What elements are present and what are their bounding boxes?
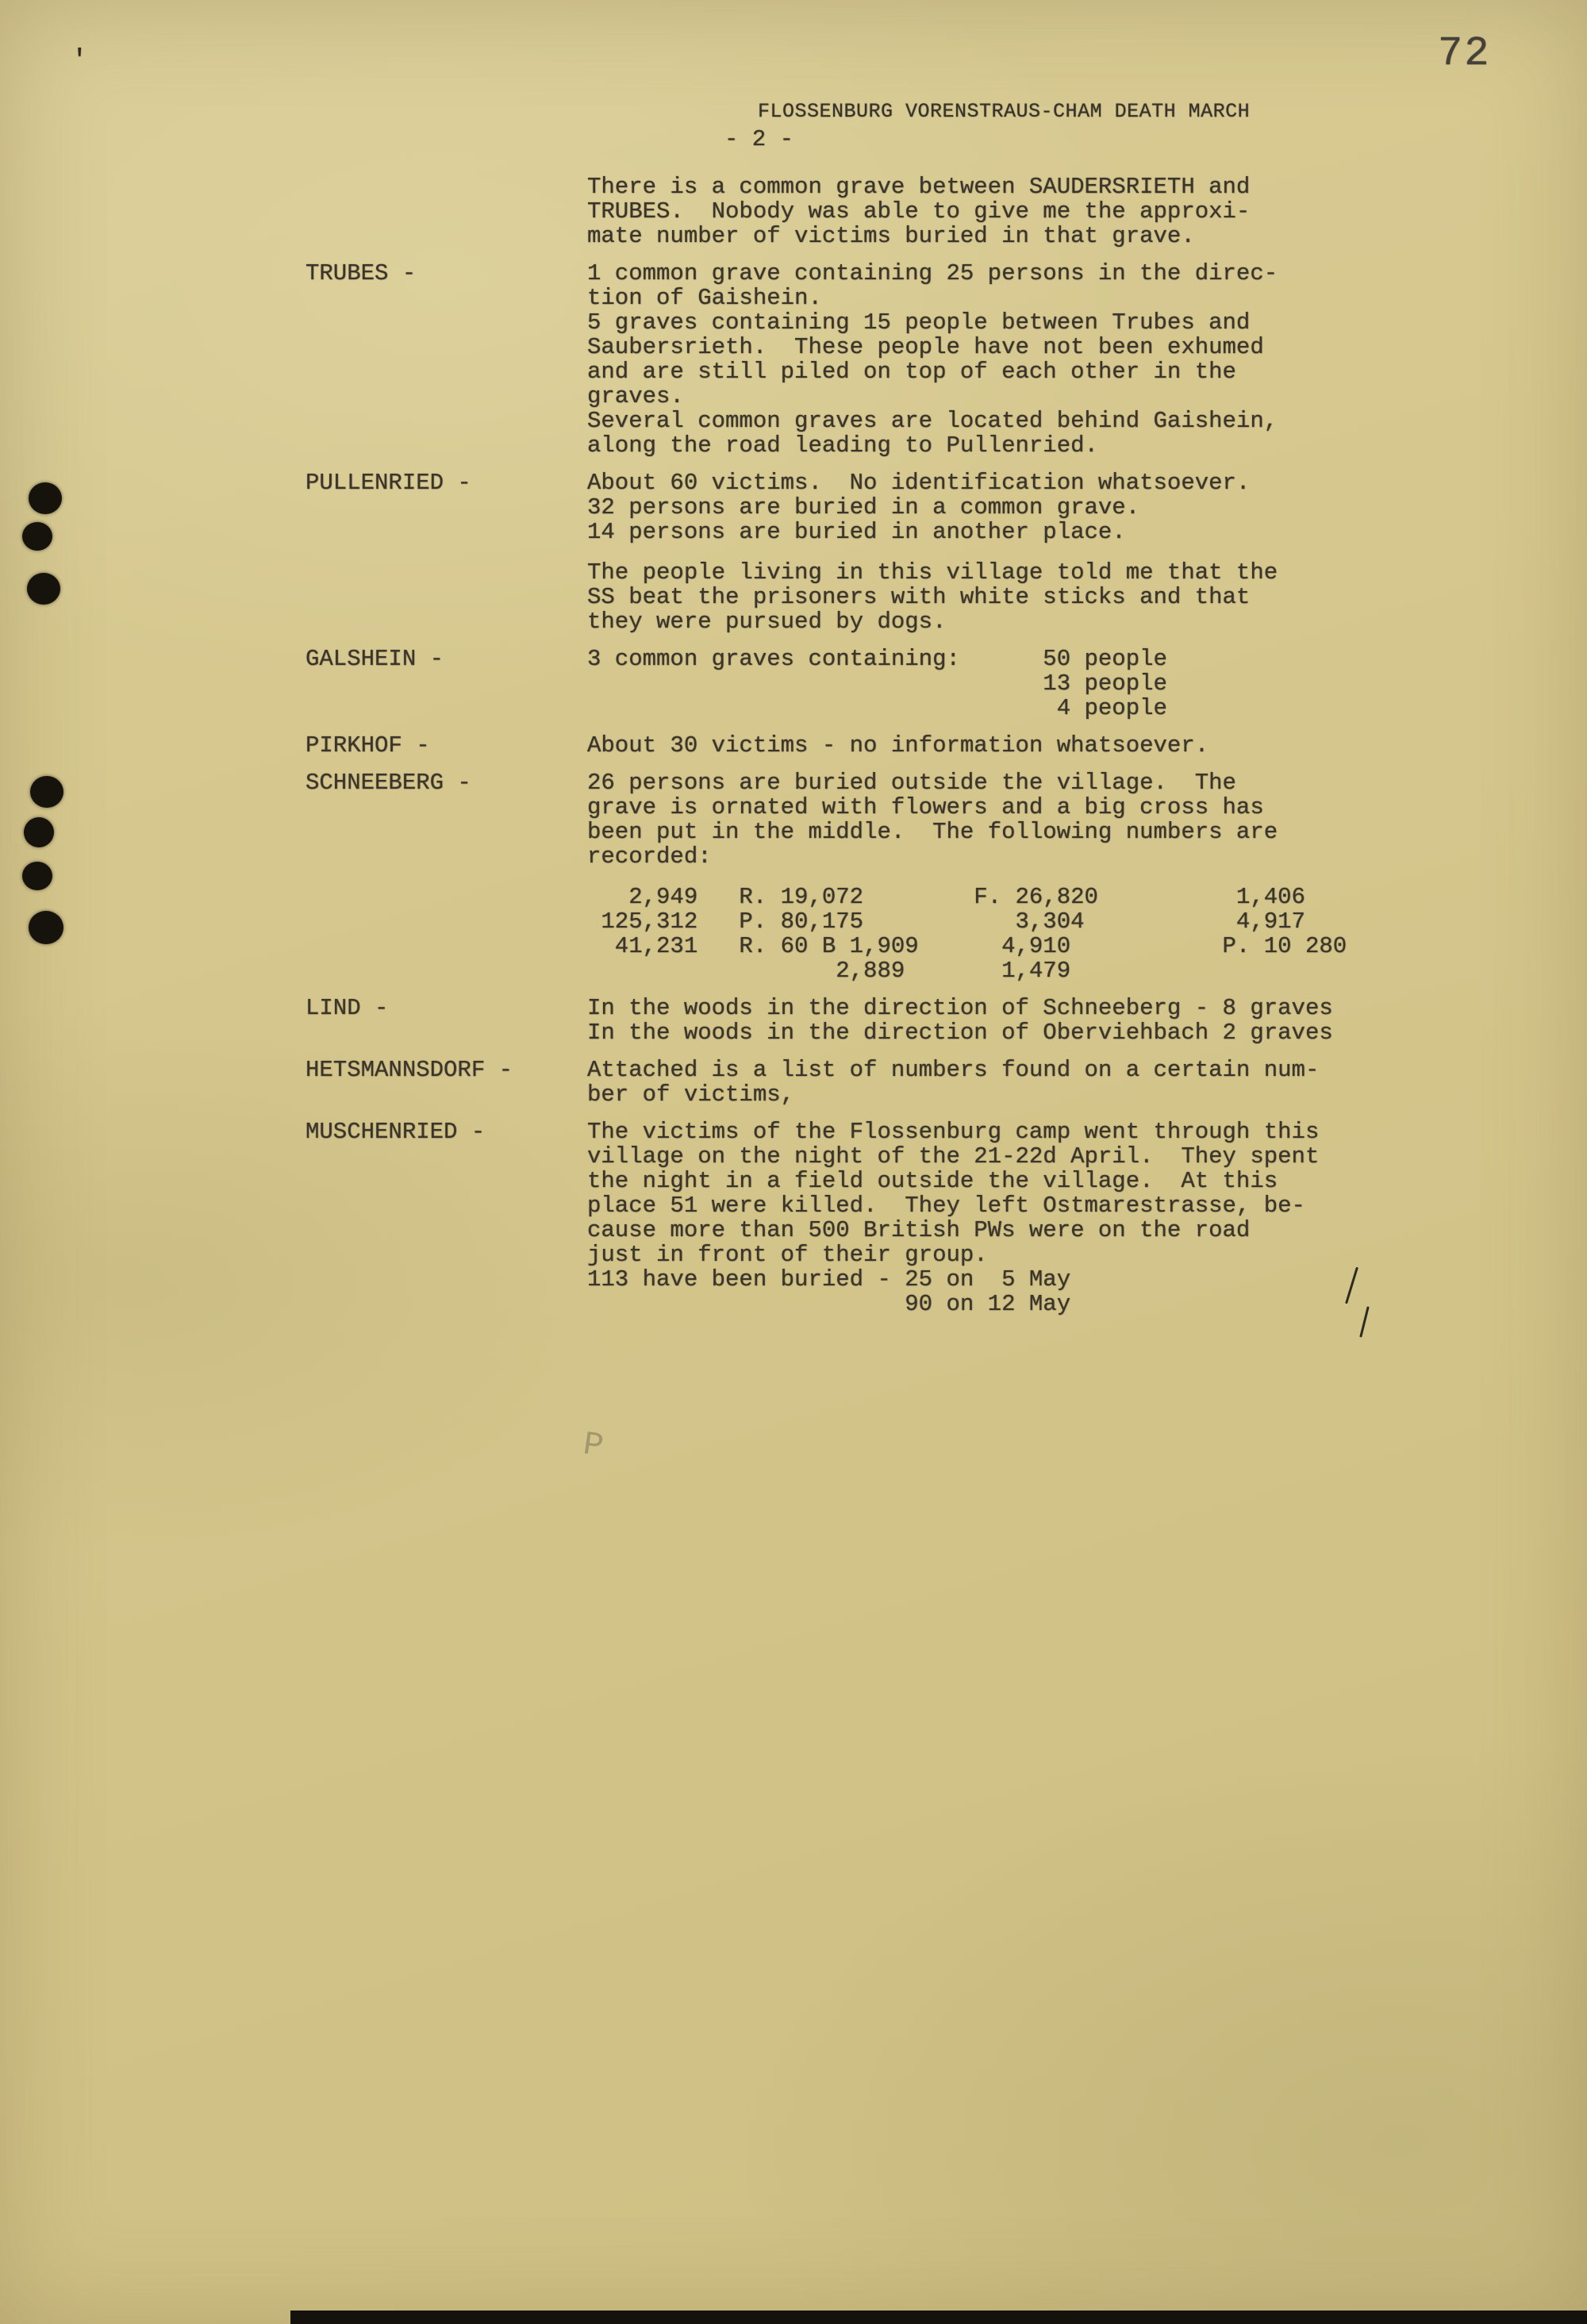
entry-body bbox=[587, 261, 1416, 458]
text-line: TRUBES. Nobody was able to give me the approxi- bbox=[587, 198, 1251, 225]
entry-label: SCHNEEBERG - bbox=[305, 770, 471, 796]
paragraph bbox=[587, 261, 1416, 458]
hole-punch-mark bbox=[22, 862, 52, 890]
paragraph bbox=[587, 647, 1416, 720]
hole-punch-mark bbox=[24, 817, 54, 847]
paragraph bbox=[587, 175, 1416, 248]
paragraph bbox=[587, 885, 1416, 983]
entry-body bbox=[587, 471, 1416, 634]
text-line: The people living in this village told me that the bbox=[587, 559, 1278, 586]
hole-punch-mark bbox=[22, 522, 52, 551]
document-header bbox=[724, 100, 1250, 152]
entry bbox=[305, 733, 1416, 758]
entry-body bbox=[587, 770, 1416, 983]
text-line: village on the night of the 21-22d April. They spent bbox=[587, 1143, 1320, 1170]
entry-body bbox=[587, 996, 1416, 1045]
entry bbox=[305, 996, 1416, 1045]
text-line: About 60 victims. No identification whatsoever. bbox=[587, 470, 1251, 496]
text-line: In the woods in the direction of Schneeberg - 8 graves bbox=[587, 995, 1333, 1021]
text-line: they were pursued by dogs. bbox=[587, 609, 947, 635]
paragraph bbox=[587, 1058, 1416, 1107]
page-marker: - 2 - bbox=[724, 126, 794, 152]
text-line: mate number of victims buried in that grave. bbox=[587, 223, 1195, 249]
scan-edge-bar bbox=[290, 2311, 1587, 2324]
text-line: SS beat the prisoners with white sticks and that bbox=[587, 584, 1251, 610]
text-line: 41,231 R. 60 B 1,909 4,910 P. 10 280 bbox=[587, 933, 1347, 959]
hole-punch-mark bbox=[27, 573, 60, 605]
entry-body bbox=[587, 733, 1416, 758]
entry bbox=[305, 770, 1416, 983]
paragraph bbox=[587, 733, 1416, 758]
entry-body bbox=[587, 1058, 1416, 1107]
page-number: 72 bbox=[1438, 30, 1491, 77]
text-line: Several common graves are located behind Gaishein, bbox=[587, 408, 1278, 434]
hole-punch-mark bbox=[29, 482, 62, 514]
text-line: place 51 were killed. They left Ostmarestrasse, be- bbox=[587, 1193, 1305, 1219]
text-line: grave is ornated with flowers and a big cross has bbox=[587, 794, 1264, 820]
entry-label: MUSCHENRIED - bbox=[305, 1119, 486, 1145]
entry bbox=[305, 1058, 1416, 1107]
entry-body bbox=[587, 1120, 1416, 1316]
entry-body bbox=[587, 647, 1416, 720]
text-line: just in front of their group. bbox=[587, 1242, 988, 1268]
text-line: In the woods in the direction of Oberviehbach 2 graves bbox=[587, 1020, 1333, 1046]
entry bbox=[305, 261, 1416, 458]
entry-label: HETSMANNSDORF - bbox=[305, 1057, 513, 1083]
text-line: Attached is a list of numbers found on a certain num- bbox=[587, 1057, 1320, 1083]
entry bbox=[305, 1120, 1416, 1316]
text-line: along the road leading to Pullenried. bbox=[587, 432, 1098, 459]
text-line: recorded: bbox=[587, 843, 712, 870]
paragraph bbox=[587, 471, 1416, 544]
text-line: 1 common grave containing 25 persons in the direc- bbox=[587, 260, 1278, 286]
entries-list bbox=[305, 175, 1416, 1316]
paragraph bbox=[587, 1120, 1416, 1316]
text-line: 125,312 P. 80,175 3,304 4,917 bbox=[587, 908, 1305, 935]
stray-ink-mark: ' bbox=[71, 46, 88, 76]
entry-label: GALSHEIN - bbox=[305, 646, 444, 672]
paragraph bbox=[587, 770, 1416, 869]
text-line: graves. bbox=[587, 383, 684, 409]
hole-punch-mark bbox=[29, 911, 63, 944]
text-line: 2,949 R. 19,072 F. 26,820 1,406 bbox=[587, 884, 1305, 910]
entry-label: TRUBES - bbox=[305, 260, 417, 286]
entry-label: PULLENRIED - bbox=[305, 470, 471, 496]
text-line: 26 persons are buried outside the village. The bbox=[587, 770, 1236, 796]
document-title: FLOSSENBURG VORENSTRAUS-CHAM DEATH MARCH bbox=[758, 100, 1251, 123]
entry-label: LIND - bbox=[305, 995, 389, 1021]
entry bbox=[305, 647, 1416, 720]
text-line: been put in the middle. The following numbers are bbox=[587, 819, 1278, 845]
text-line: 5 graves containing 15 people between Trubes and bbox=[587, 309, 1251, 336]
text-line: and are still piled on top of each other in the bbox=[587, 359, 1236, 385]
text-line: 90 on 12 May bbox=[587, 1291, 1071, 1317]
entry-label: PIRKHOF - bbox=[305, 732, 430, 759]
text-line: 14 persons are buried in another place. bbox=[587, 519, 1126, 545]
text-line: Saubersrieth. These people have not been exhumed bbox=[587, 334, 1264, 360]
text-line: There is a common grave between SAUDERSRIETH and bbox=[587, 174, 1251, 200]
text-line: the night in a field outside the village. At this bbox=[587, 1168, 1278, 1194]
text-line: cause more than 500 British PWs were on the road bbox=[587, 1217, 1251, 1243]
text-line: 113 have been buried - 25 on 5 May bbox=[587, 1266, 1071, 1293]
text-line: ber of victims, bbox=[587, 1081, 795, 1108]
entry bbox=[305, 471, 1416, 634]
paragraph bbox=[587, 996, 1416, 1045]
text-line: About 30 victims - no information whatsoever. bbox=[587, 732, 1209, 759]
text-line: 32 persons are buried in a common grave. bbox=[587, 494, 1140, 520]
entry bbox=[305, 175, 1416, 248]
text-line: 2,889 1,479 bbox=[587, 958, 1071, 984]
text-line: tion of Gaishein. bbox=[587, 285, 822, 311]
hole-punch-mark bbox=[30, 776, 63, 808]
text-line: The victims of the Flossenburg camp went through this bbox=[587, 1119, 1320, 1145]
pencil-mark: P bbox=[580, 1425, 606, 1466]
text-line: 13 people bbox=[587, 670, 1167, 697]
text-line: 4 people bbox=[587, 695, 1167, 721]
text-line: 3 common graves containing: 50 people bbox=[587, 646, 1167, 672]
entry-body bbox=[587, 175, 1416, 248]
paragraph bbox=[587, 560, 1416, 634]
